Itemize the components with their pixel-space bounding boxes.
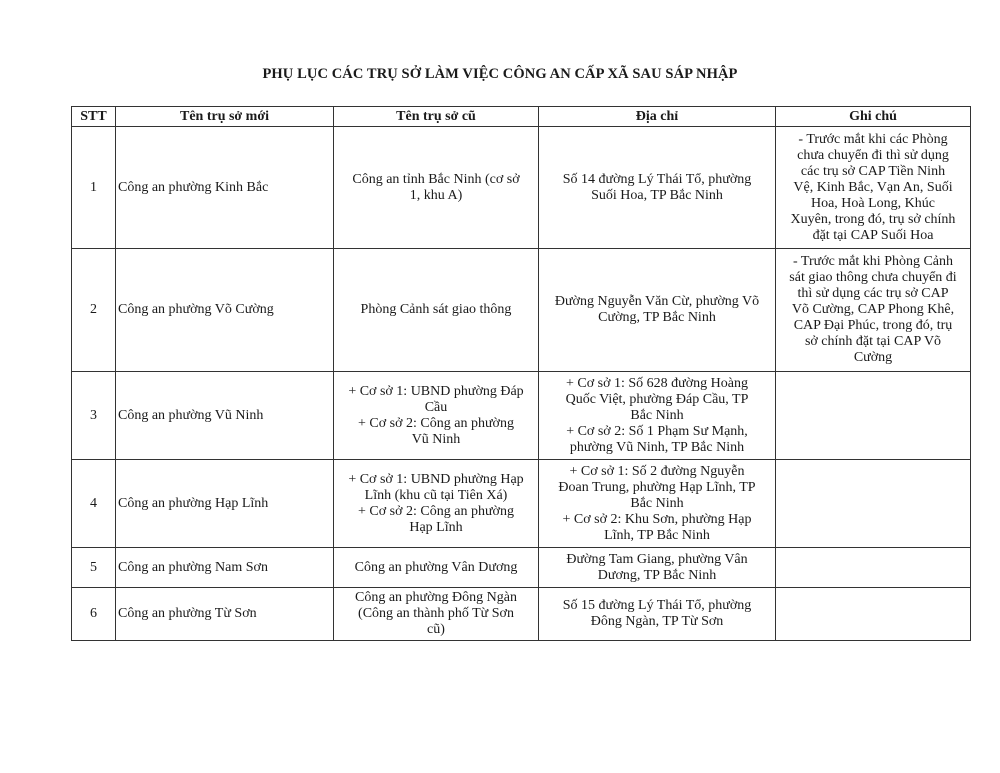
cell-address (539, 460, 776, 548)
cell-address-line: Đường Tam Giang, phường Vân (566, 551, 748, 567)
cell-note-line: - Trước mắt khi các Phòng (798, 131, 948, 147)
header-stt: STT (72, 107, 116, 127)
header-row (72, 107, 971, 127)
cell-old-name (334, 588, 539, 641)
header-note: Ghi chú (776, 107, 971, 127)
cell-note-line: các trụ sở CAP Tiền Ninh (800, 163, 946, 179)
header-old-name: Tên trụ sở cũ (334, 107, 539, 127)
table-row (72, 127, 971, 249)
cell-note-line: CAP Đại Phúc, trong đó, trụ (793, 318, 953, 333)
cell-note-line: Hoa, Hoà Long, Khúc (810, 195, 936, 211)
cell-address (539, 372, 776, 460)
cell-address-line: Suối Hoa, TP Bắc Ninh (591, 187, 723, 203)
cell-address-line: Đường Nguyễn Văn Cừ, phường Võ (554, 294, 760, 309)
cell-stt: 4 (72, 460, 116, 548)
cell-old-name (334, 460, 539, 548)
cell-old-name (334, 249, 539, 372)
cell-old-name-line: Công an phường Vân Dương (354, 559, 518, 575)
cell-address-line: + Cơ sở 2: Số 1 Phạm Sư Mạnh, (566, 423, 748, 439)
cell-old-name-line: (Công an thành phố Từ Sơn (358, 606, 514, 621)
cell-new-name: Công an phường Kinh Bắc (116, 127, 334, 249)
cell-old-name (334, 127, 539, 249)
cell-old-name-line: 1, khu A) (409, 187, 463, 203)
cell-note (776, 127, 971, 249)
cell-stt: 1 (72, 127, 116, 249)
cell-new-name: Công an phường Vũ Ninh (116, 372, 334, 460)
cell-stt: 2 (72, 249, 116, 372)
cell-note (776, 588, 971, 641)
cell-old-name-line: + Cơ sở 2: Công an phường (358, 415, 514, 431)
cell-note-line: Võ Cường, CAP Phong Khê, (791, 302, 955, 317)
cell-stt: 6 (72, 588, 116, 641)
cell-new-name: Công an phường Võ Cường (116, 249, 334, 372)
cell-new-name: Công an phường Nam Sơn (116, 548, 334, 588)
cell-address-line: phường Vũ Ninh, TP Bắc Ninh (569, 439, 745, 455)
cell-old-name-line: cũ) (427, 622, 445, 637)
cell-note-line: sát giao thông chưa chuyển đi (789, 270, 957, 285)
table-row (72, 460, 971, 548)
cell-address-line: + Cơ sở 1: Số 2 đường Nguyễn (569, 463, 745, 479)
cell-address-line: Cường, TP Bắc Ninh (598, 310, 716, 325)
cell-note-line: Xuyên, trong đó, trụ sở chính (790, 211, 956, 227)
cell-stt: 3 (72, 372, 116, 460)
cell-address-line: Bắc Ninh (630, 407, 684, 423)
cell-note (776, 460, 971, 548)
cell-old-name-line: Hạp Lĩnh (409, 519, 463, 535)
cell-old-name-line: + Cơ sở 1: UBND phường Hạp (348, 471, 524, 487)
header-address: Địa chỉ (539, 107, 776, 127)
cell-old-name-line: Công an tỉnh Bắc Ninh (cơ sở (352, 171, 520, 187)
cell-address (539, 249, 776, 372)
cell-address-line: + Cơ sở 2: Khu Sơn, phường Hạp (562, 511, 752, 527)
cell-address (539, 548, 776, 588)
cell-address-line: Số 15 đường Lý Thái Tổ, phường (562, 598, 752, 613)
cell-address-line: Đông Ngàn, TP Từ Sơn (590, 614, 724, 629)
table-row (72, 548, 971, 588)
header-new-name: Tên trụ sở mới (116, 107, 334, 127)
table-row (72, 372, 971, 460)
cell-old-name-line: Phòng Cảnh sát giao thông (360, 302, 512, 317)
cell-old-name (334, 372, 539, 460)
cell-address (539, 127, 776, 249)
cell-note-line: chưa chuyển đi thì sử dụng (797, 147, 949, 163)
table-row (72, 249, 971, 372)
cell-old-name-line: Cầu (424, 399, 448, 415)
cell-address-line: Bắc Ninh (630, 495, 684, 511)
cell-address-line: Dương, TP Bắc Ninh (597, 567, 717, 583)
document-title: PHỤ LỤC CÁC TRỤ SỞ LÀM VIỆC CÔNG AN CẤP XÃ SAU SÁP NHẬP (262, 66, 738, 82)
cell-note-line: sở chính đặt tại CAP Võ (804, 334, 942, 349)
cell-address-line: Số 14 đường Lý Thái Tổ, phường (562, 171, 752, 187)
cell-new-name: Công an phường Từ Sơn (116, 588, 334, 641)
cell-address (539, 588, 776, 641)
cell-address-line: + Cơ sở 1: Số 628 đường Hoàng (566, 375, 748, 391)
table-row (72, 588, 971, 641)
cell-note-line: Vệ, Kinh Bắc, Vạn An, Suối (793, 179, 953, 195)
cell-note-line: đặt tại CAP Suối Hoa (812, 227, 934, 243)
cell-note (776, 249, 971, 372)
cell-address-line: Đoan Trung, phường Hạp Lĩnh, TP (558, 479, 756, 495)
cell-old-name-line: Công an phường Đông Ngàn (355, 590, 517, 605)
cell-old-name (334, 548, 539, 588)
cell-old-name-line: + Cơ sở 1: UBND phường Đáp (348, 383, 524, 399)
cell-address-line: Lĩnh, TP Bắc Ninh (604, 527, 710, 543)
cell-note-line: - Trước mắt khi Phòng Cảnh (792, 254, 954, 269)
cell-note (776, 372, 971, 460)
cell-note-line: thì sử dụng các trụ sở CAP (797, 286, 949, 301)
cell-old-name-line: Lĩnh (khu cũ tại Tiên Xá) (364, 487, 508, 503)
cell-note-line: Cường (853, 350, 893, 365)
cell-stt: 5 (72, 548, 116, 588)
cell-note (776, 548, 971, 588)
cell-new-name: Công an phường Hạp Lĩnh (116, 460, 334, 548)
offices-table (71, 106, 971, 641)
cell-old-name-line: Vũ Ninh (411, 431, 461, 447)
cell-address-line: Quốc Việt, phường Đáp Cầu, TP (565, 391, 749, 407)
cell-old-name-line: + Cơ sở 2: Công an phường (358, 503, 514, 519)
